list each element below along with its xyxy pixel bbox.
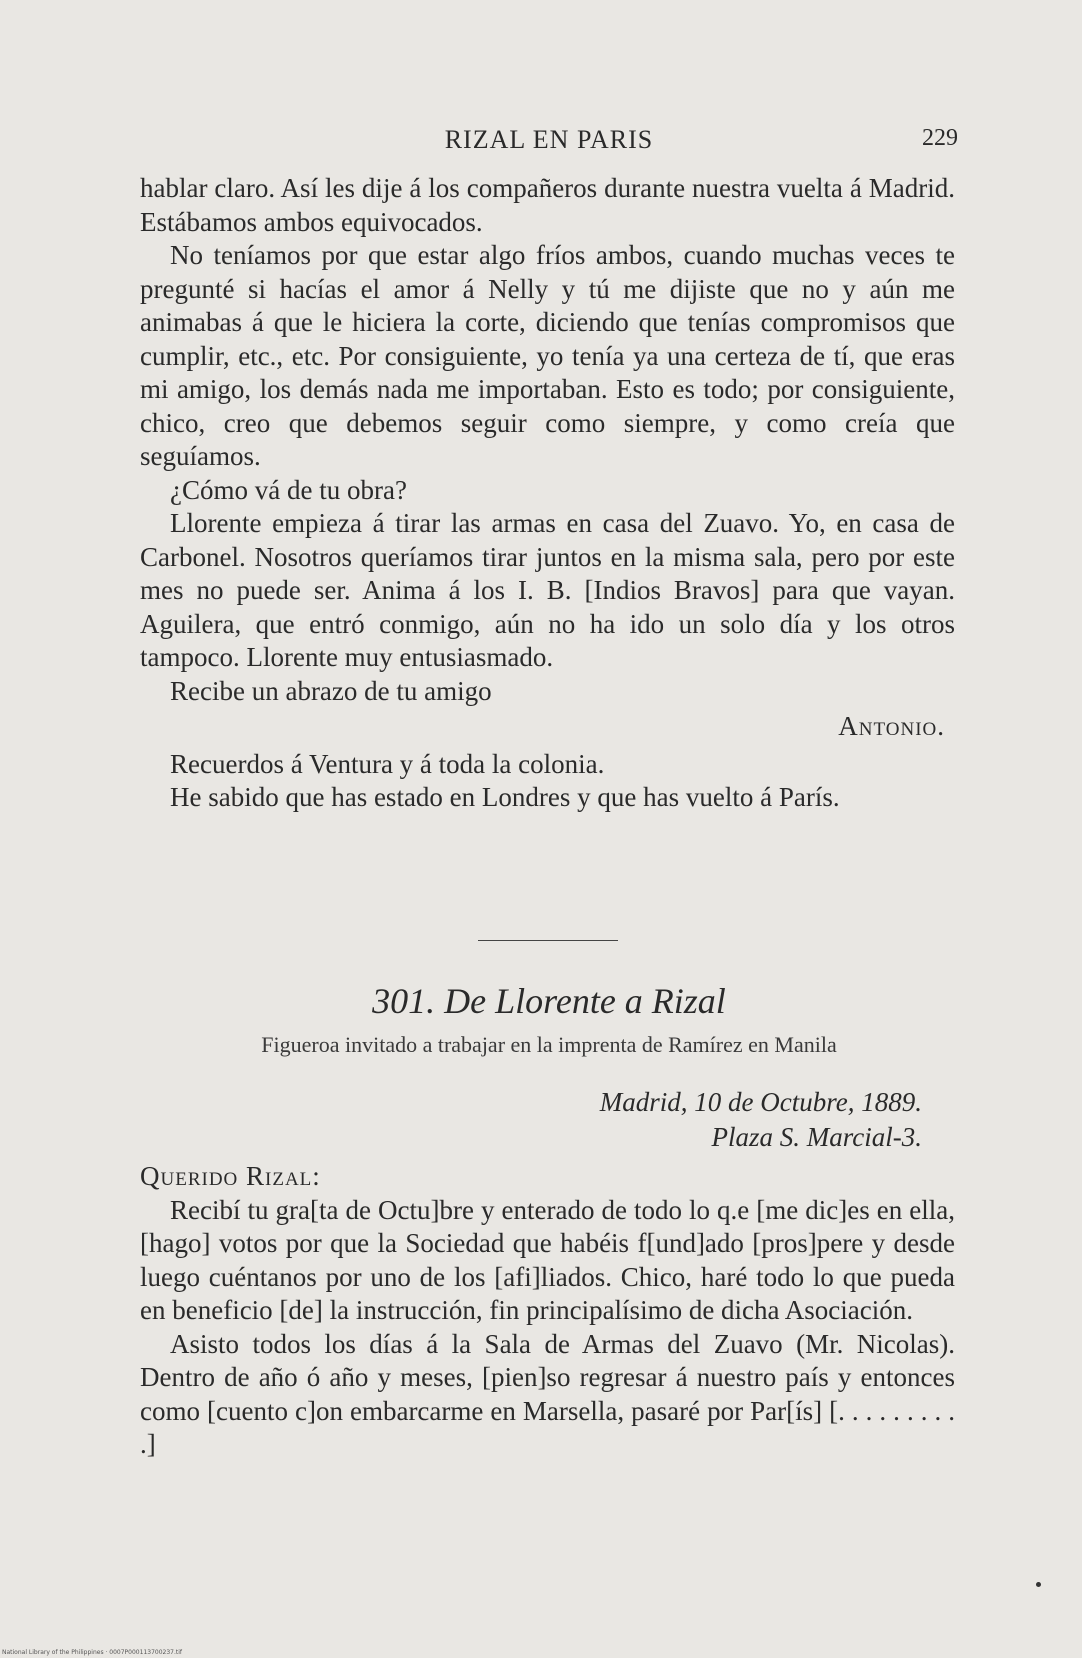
signature: Antonio.	[838, 711, 945, 741]
second-letter	[140, 1160, 955, 1462]
paragraph-continued: hablar claro. Así les dije á los compañeros durante nuestra vuelta á Madrid. Estábamos ambos equivocados.	[140, 173, 955, 237]
closing-line: Recibe un abrazo de tu amigo	[170, 675, 492, 706]
running-title: RIZAL EN PARIS	[444, 125, 654, 154]
salutation: Querido Rizal:	[140, 1161, 321, 1191]
paragraph: Asisto todos los días á la Sala de Armas del Zuavo (Mr. Nicolas). Dentro de año ó año y meses, [pien]so regresar á nuestro país y entonces como [cuento c]on embarcarme en Marsella, pasaré por Par[ís] [. . . . . . . . . .]	[140, 1328, 955, 1459]
page-number: 229	[922, 125, 958, 151]
address-line: Plaza S. Marcial-3.	[711, 1122, 922, 1152]
postscript: He sabido que has estado en Londres y que has vuelto á París.	[170, 782, 840, 812]
first-letter	[140, 172, 955, 815]
date-line: Madrid, 10 de Octubre, 1889.	[599, 1087, 922, 1117]
letter-title: 301. De Llorente a Rizal	[372, 981, 726, 1021]
section-divider	[478, 940, 618, 941]
scan-speck	[1036, 1582, 1041, 1587]
page-header	[140, 125, 958, 165]
paragraph: Recibí tu gra[ta de Octu]bre y enterado de todo lo q.e [me dic]es en ella, [hago] votos por que la Sociedad que habéis f[und]ado [pros]pere y desde luego cuéntanos por uno de los [afi]liados. Chico, haré todo lo que pueda en beneficio [de] la instrucción, fin principalísimo de dicha Asociación.	[140, 1194, 955, 1325]
archive-note: National Library of the Philippines · 0007P000113700237.tif	[2, 1649, 183, 1656]
place-date	[600, 1085, 922, 1155]
paragraph: No teníamos por que estar algo fríos ambos, cuando muchas veces te pregunté si hacías el amor á Nelly y tú me dijiste que no y aún me animabas á que le hiciera la corte, diciendo que tenías compromisos que cumplir, etc., etc. Por consiguiente, yo tenía ya una certeza de tí, que eras mi amigo, los demás nada me importaban. Esto es todo; por consiguiente, chico, creo que debemos seguir como siempre, y como creía que seguíamos.	[140, 240, 955, 471]
postscript: Recuerdos á Ventura y á toda la colonia.	[170, 748, 605, 779]
paragraph: Llorente empieza á tirar las armas en casa del Zuavo. Yo, en casa de Carbonel. Nosotros queríamos tirar juntos en la misma sala, pero por este mes no puede ser. Anima á los I. B. [Indios Bravos] para que vayan. Aguilera, que entró conmigo, aún no ha ido un solo día y los otros tampoco. Llorente muy entusiasmado.	[140, 508, 955, 672]
letter-summary: Figueroa invitado a trabajar en la imprenta de Ramírez en Manila	[261, 1032, 837, 1057]
paragraph: ¿Cómo vá de tu obra?	[170, 474, 407, 505]
